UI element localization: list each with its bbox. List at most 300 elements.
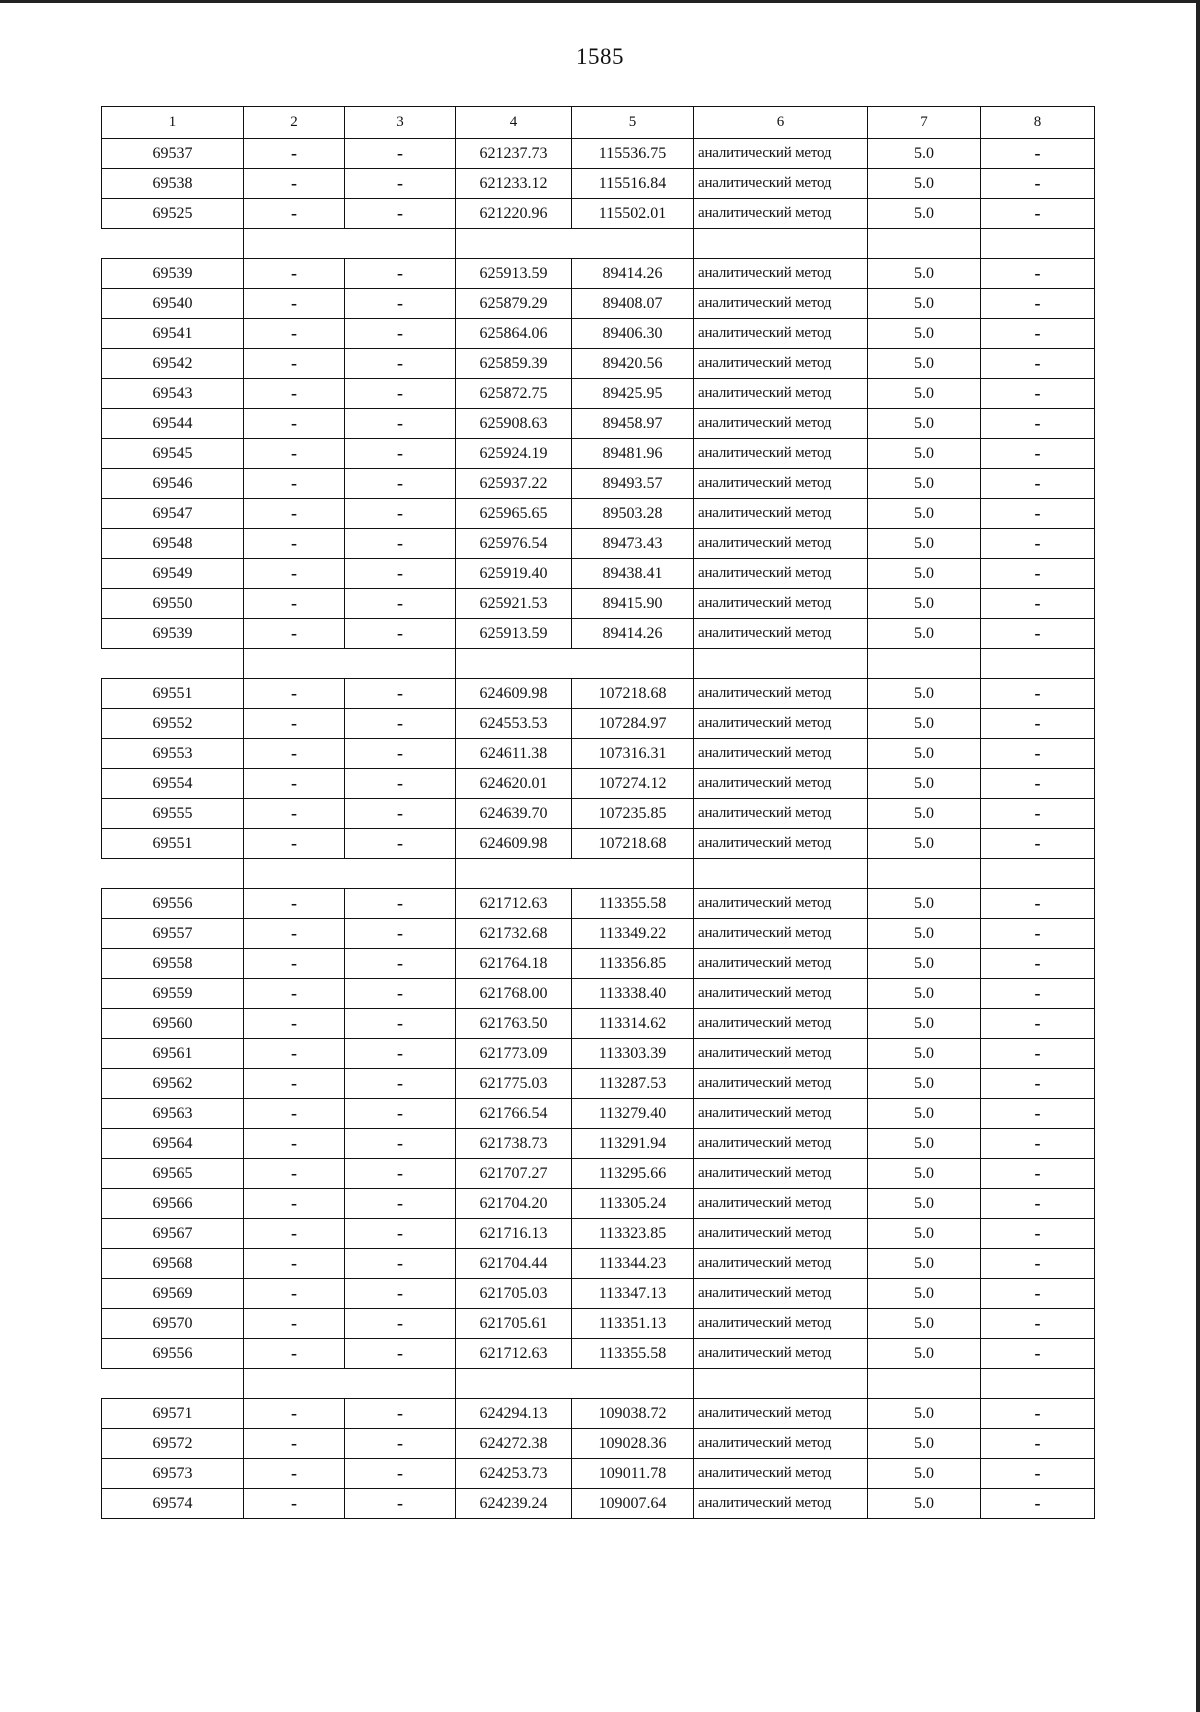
x-coordinate-cell: 624253.73 <box>456 1459 572 1489</box>
col8-cell: - <box>981 1129 1095 1159</box>
table-row <box>102 1399 1095 1429</box>
col2-cell: - <box>244 889 345 919</box>
method-cell: аналитический метод <box>694 1099 868 1129</box>
y-coordinate-cell: 113351.13 <box>572 1309 694 1339</box>
method-cell: аналитический метод <box>694 1489 868 1519</box>
y-coordinate-cell: 89406.30 <box>572 319 694 349</box>
col2-cell: - <box>244 1129 345 1159</box>
col2-cell: - <box>244 559 345 589</box>
table-row <box>102 1279 1095 1309</box>
col2-cell: - <box>244 469 345 499</box>
col2-cell: - <box>244 199 345 229</box>
accuracy-cell: 5.0 <box>868 589 981 619</box>
table-row <box>102 1009 1095 1039</box>
x-coordinate-cell: 625872.75 <box>456 379 572 409</box>
col3-cell: - <box>345 169 456 199</box>
point-id-cell: 69571 <box>102 1399 244 1429</box>
col8-cell: - <box>981 1189 1095 1219</box>
x-coordinate-cell: 624294.13 <box>456 1399 572 1429</box>
separator-cell <box>572 649 694 679</box>
table-row <box>102 1249 1095 1279</box>
method-cell: аналитический метод <box>694 1459 868 1489</box>
separator-cell <box>868 859 981 889</box>
accuracy-cell: 5.0 <box>868 1489 981 1519</box>
accuracy-cell: 5.0 <box>868 139 981 169</box>
point-id-cell: 69556 <box>102 1339 244 1369</box>
y-coordinate-cell: 89458.97 <box>572 409 694 439</box>
x-coordinate-cell: 621705.03 <box>456 1279 572 1309</box>
y-coordinate-cell: 115502.01 <box>572 199 694 229</box>
method-cell: аналитический метод <box>694 769 868 799</box>
table-row <box>102 589 1095 619</box>
accuracy-cell: 5.0 <box>868 319 981 349</box>
method-cell: аналитический метод <box>694 139 868 169</box>
x-coordinate-cell: 621704.20 <box>456 1189 572 1219</box>
point-id-cell: 69544 <box>102 409 244 439</box>
y-coordinate-cell: 107284.97 <box>572 709 694 739</box>
y-coordinate-cell: 113338.40 <box>572 979 694 1009</box>
separator-cell <box>456 229 572 259</box>
x-coordinate-cell: 621712.63 <box>456 1339 572 1369</box>
col2-cell: - <box>244 1429 345 1459</box>
separator-cell <box>345 859 456 889</box>
x-coordinate-cell: 624620.01 <box>456 769 572 799</box>
col2-cell: - <box>244 139 345 169</box>
y-coordinate-cell: 113323.85 <box>572 1219 694 1249</box>
separator-cell <box>345 229 456 259</box>
col2-cell: - <box>244 739 345 769</box>
table-row <box>102 169 1095 199</box>
col3-cell: - <box>345 529 456 559</box>
col3-cell: - <box>345 1399 456 1429</box>
separator-cell <box>572 1369 694 1399</box>
point-id-cell: 69570 <box>102 1309 244 1339</box>
col8-cell: - <box>981 1009 1095 1039</box>
col8-cell: - <box>981 889 1095 919</box>
table-row <box>102 559 1095 589</box>
method-cell: аналитический метод <box>694 1009 868 1039</box>
accuracy-cell: 5.0 <box>868 1039 981 1069</box>
x-coordinate-cell: 624553.53 <box>456 709 572 739</box>
y-coordinate-cell: 107274.12 <box>572 769 694 799</box>
x-coordinate-cell: 624272.38 <box>456 1429 572 1459</box>
x-coordinate-cell: 621738.73 <box>456 1129 572 1159</box>
y-coordinate-cell: 113303.39 <box>572 1039 694 1069</box>
col2-cell: - <box>244 499 345 529</box>
table-row <box>102 139 1095 169</box>
y-coordinate-cell: 113347.13 <box>572 1279 694 1309</box>
col8-cell: - <box>981 619 1095 649</box>
column-header: 3 <box>345 107 456 139</box>
x-coordinate-cell: 624639.70 <box>456 799 572 829</box>
col2-cell: - <box>244 1069 345 1099</box>
separator-cell <box>102 229 244 259</box>
y-coordinate-cell: 89473.43 <box>572 529 694 559</box>
separator-cell <box>102 649 244 679</box>
method-cell: аналитический метод <box>694 409 868 439</box>
table-row <box>102 439 1095 469</box>
table-row <box>102 979 1095 1009</box>
col3-cell: - <box>345 1009 456 1039</box>
x-coordinate-cell: 625924.19 <box>456 439 572 469</box>
x-coordinate-cell: 621237.73 <box>456 139 572 169</box>
point-id-cell: 69550 <box>102 589 244 619</box>
col2-cell: - <box>244 1339 345 1369</box>
column-header: 2 <box>244 107 345 139</box>
separator-cell <box>694 649 868 679</box>
col8-cell: - <box>981 1489 1095 1519</box>
point-id-cell: 69556 <box>102 889 244 919</box>
table-row <box>102 1489 1095 1519</box>
table-row <box>102 1039 1095 1069</box>
column-header: 1 <box>102 107 244 139</box>
method-cell: аналитический метод <box>694 1039 868 1069</box>
table-row <box>102 679 1095 709</box>
col2-cell: - <box>244 409 345 439</box>
method-cell: аналитический метод <box>694 1069 868 1099</box>
x-coordinate-cell: 625859.39 <box>456 349 572 379</box>
table-row <box>102 1129 1095 1159</box>
col2-cell: - <box>244 1009 345 1039</box>
separator-cell <box>981 649 1095 679</box>
x-coordinate-cell: 621705.61 <box>456 1309 572 1339</box>
method-cell: аналитический метод <box>694 829 868 859</box>
col2-cell: - <box>244 349 345 379</box>
y-coordinate-cell: 115536.75 <box>572 139 694 169</box>
page-number: 1585 <box>576 44 624 69</box>
col8-cell: - <box>981 289 1095 319</box>
point-id-cell: 69547 <box>102 499 244 529</box>
col8-cell: - <box>981 1459 1095 1489</box>
x-coordinate-cell: 625864.06 <box>456 319 572 349</box>
method-cell: аналитический метод <box>694 1219 868 1249</box>
separator-cell <box>244 1369 345 1399</box>
separator-cell <box>456 649 572 679</box>
accuracy-cell: 5.0 <box>868 799 981 829</box>
table-row <box>102 769 1095 799</box>
x-coordinate-cell: 625913.59 <box>456 619 572 649</box>
col8-cell: - <box>981 739 1095 769</box>
separator-cell <box>981 229 1095 259</box>
scan-edge-right <box>1196 0 1200 1712</box>
col3-cell: - <box>345 259 456 289</box>
method-cell: аналитический метод <box>694 379 868 409</box>
method-cell: аналитический метод <box>694 1309 868 1339</box>
col8-cell: - <box>981 499 1095 529</box>
y-coordinate-cell: 107218.68 <box>572 829 694 859</box>
table-row <box>102 1069 1095 1099</box>
x-coordinate-cell: 625908.63 <box>456 409 572 439</box>
point-id-cell: 69564 <box>102 1129 244 1159</box>
x-coordinate-cell: 621766.54 <box>456 1099 572 1129</box>
method-cell: аналитический метод <box>694 589 868 619</box>
accuracy-cell: 5.0 <box>868 1219 981 1249</box>
point-id-cell: 69568 <box>102 1249 244 1279</box>
method-cell: аналитический метод <box>694 199 868 229</box>
point-id-cell: 69574 <box>102 1489 244 1519</box>
accuracy-cell: 5.0 <box>868 259 981 289</box>
col3-cell: - <box>345 1339 456 1369</box>
method-cell: аналитический метод <box>694 1399 868 1429</box>
col2-cell: - <box>244 1399 345 1429</box>
table-row <box>102 289 1095 319</box>
y-coordinate-cell: 113355.58 <box>572 1339 694 1369</box>
col8-cell: - <box>981 679 1095 709</box>
x-coordinate-cell: 625879.29 <box>456 289 572 319</box>
method-cell: аналитический метод <box>694 739 868 769</box>
point-id-cell: 69552 <box>102 709 244 739</box>
col8-cell: - <box>981 1429 1095 1459</box>
accuracy-cell: 5.0 <box>868 679 981 709</box>
x-coordinate-cell: 625937.22 <box>456 469 572 499</box>
x-coordinate-cell: 621768.00 <box>456 979 572 1009</box>
col3-cell: - <box>345 289 456 319</box>
table-row <box>102 709 1095 739</box>
y-coordinate-cell: 113355.58 <box>572 889 694 919</box>
separator-cell <box>244 859 345 889</box>
column-header: 8 <box>981 107 1095 139</box>
method-cell: аналитический метод <box>694 289 868 319</box>
col3-cell: - <box>345 1099 456 1129</box>
column-header: 4 <box>456 107 572 139</box>
separator-cell <box>694 1369 868 1399</box>
x-coordinate-cell: 621775.03 <box>456 1069 572 1099</box>
separator-cell <box>244 649 345 679</box>
table-row <box>102 1219 1095 1249</box>
point-id-cell: 69551 <box>102 679 244 709</box>
x-coordinate-cell: 621704.44 <box>456 1249 572 1279</box>
col8-cell: - <box>981 379 1095 409</box>
col2-cell: - <box>244 1309 345 1339</box>
table-row <box>102 1189 1095 1219</box>
x-coordinate-cell: 625976.54 <box>456 529 572 559</box>
col8-cell: - <box>981 259 1095 289</box>
col8-cell: - <box>981 769 1095 799</box>
point-id-cell: 69565 <box>102 1159 244 1189</box>
point-id-cell: 69553 <box>102 739 244 769</box>
point-id-cell: 69548 <box>102 529 244 559</box>
table-row <box>102 799 1095 829</box>
accuracy-cell: 5.0 <box>868 1249 981 1279</box>
col2-cell: - <box>244 169 345 199</box>
y-coordinate-cell: 89438.41 <box>572 559 694 589</box>
y-coordinate-cell: 109007.64 <box>572 1489 694 1519</box>
y-coordinate-cell: 115516.84 <box>572 169 694 199</box>
col2-cell: - <box>244 949 345 979</box>
method-cell: аналитический метод <box>694 559 868 589</box>
y-coordinate-cell: 89415.90 <box>572 589 694 619</box>
method-cell: аналитический метод <box>694 679 868 709</box>
col2-cell: - <box>244 529 345 559</box>
col8-cell: - <box>981 1339 1095 1369</box>
group-separator-row <box>102 229 1095 259</box>
col3-cell: - <box>345 1279 456 1309</box>
x-coordinate-cell: 621233.12 <box>456 169 572 199</box>
point-id-cell: 69541 <box>102 319 244 349</box>
accuracy-cell: 5.0 <box>868 949 981 979</box>
accuracy-cell: 5.0 <box>868 439 981 469</box>
table-row <box>102 379 1095 409</box>
method-cell: аналитический метод <box>694 1279 868 1309</box>
table-row <box>102 919 1095 949</box>
accuracy-cell: 5.0 <box>868 979 981 1009</box>
method-cell: аналитический метод <box>694 709 868 739</box>
accuracy-cell: 5.0 <box>868 889 981 919</box>
table-row <box>102 1309 1095 1339</box>
accuracy-cell: 5.0 <box>868 619 981 649</box>
col3-cell: - <box>345 1069 456 1099</box>
y-coordinate-cell: 89420.56 <box>572 349 694 379</box>
table-row <box>102 619 1095 649</box>
col3-cell: - <box>345 889 456 919</box>
group-separator-row <box>102 649 1095 679</box>
col3-cell: - <box>345 829 456 859</box>
col2-cell: - <box>244 589 345 619</box>
col3-cell: - <box>345 1249 456 1279</box>
col2-cell: - <box>244 919 345 949</box>
separator-cell <box>456 859 572 889</box>
col8-cell: - <box>981 1219 1095 1249</box>
point-id-cell: 69539 <box>102 259 244 289</box>
col2-cell: - <box>244 769 345 799</box>
method-cell: аналитический метод <box>694 349 868 379</box>
separator-cell <box>345 649 456 679</box>
x-coordinate-cell: 621773.09 <box>456 1039 572 1069</box>
point-id-cell: 69572 <box>102 1429 244 1459</box>
col2-cell: - <box>244 679 345 709</box>
point-id-cell: 69538 <box>102 169 244 199</box>
point-id-cell: 69560 <box>102 1009 244 1039</box>
point-id-cell: 69545 <box>102 439 244 469</box>
method-cell: аналитический метод <box>694 1189 868 1219</box>
separator-cell <box>345 1369 456 1399</box>
accuracy-cell: 5.0 <box>868 1159 981 1189</box>
method-cell: аналитический метод <box>694 619 868 649</box>
y-coordinate-cell: 107218.68 <box>572 679 694 709</box>
method-cell: аналитический метод <box>694 499 868 529</box>
table-row <box>102 739 1095 769</box>
col2-cell: - <box>244 1249 345 1279</box>
table-row <box>102 199 1095 229</box>
col3-cell: - <box>345 469 456 499</box>
x-coordinate-cell: 621220.96 <box>456 199 572 229</box>
y-coordinate-cell: 89493.57 <box>572 469 694 499</box>
accuracy-cell: 5.0 <box>868 409 981 439</box>
col8-cell: - <box>981 589 1095 619</box>
point-id-cell: 69549 <box>102 559 244 589</box>
separator-cell <box>102 859 244 889</box>
y-coordinate-cell: 109038.72 <box>572 1399 694 1429</box>
point-id-cell: 69566 <box>102 1189 244 1219</box>
col2-cell: - <box>244 829 345 859</box>
method-cell: аналитический метод <box>694 319 868 349</box>
x-coordinate-cell: 624611.38 <box>456 739 572 769</box>
col3-cell: - <box>345 499 456 529</box>
col3-cell: - <box>345 979 456 1009</box>
col2-cell: - <box>244 1279 345 1309</box>
table-row <box>102 409 1095 439</box>
point-id-cell: 69525 <box>102 199 244 229</box>
col2-cell: - <box>244 439 345 469</box>
method-cell: аналитический метод <box>694 919 868 949</box>
accuracy-cell: 5.0 <box>868 769 981 799</box>
x-coordinate-cell: 625965.65 <box>456 499 572 529</box>
y-coordinate-cell: 113349.22 <box>572 919 694 949</box>
col8-cell: - <box>981 949 1095 979</box>
table-row <box>102 889 1095 919</box>
point-id-cell: 69557 <box>102 919 244 949</box>
x-coordinate-cell: 621764.18 <box>456 949 572 979</box>
col3-cell: - <box>345 799 456 829</box>
col8-cell: - <box>981 1399 1095 1429</box>
y-coordinate-cell: 113356.85 <box>572 949 694 979</box>
y-coordinate-cell: 89414.26 <box>572 619 694 649</box>
method-cell: аналитический метод <box>694 799 868 829</box>
column-header: 7 <box>868 107 981 139</box>
separator-cell <box>981 859 1095 889</box>
col8-cell: - <box>981 349 1095 379</box>
table-row <box>102 1339 1095 1369</box>
group-separator-row <box>102 859 1095 889</box>
table-row <box>102 499 1095 529</box>
col3-cell: - <box>345 439 456 469</box>
point-id-cell: 69561 <box>102 1039 244 1069</box>
col8-cell: - <box>981 979 1095 1009</box>
point-id-cell: 69542 <box>102 349 244 379</box>
accuracy-cell: 5.0 <box>868 919 981 949</box>
col3-cell: - <box>345 1129 456 1159</box>
point-id-cell: 69558 <box>102 949 244 979</box>
separator-cell <box>868 649 981 679</box>
y-coordinate-cell: 113305.24 <box>572 1189 694 1219</box>
y-coordinate-cell: 113344.23 <box>572 1249 694 1279</box>
col8-cell: - <box>981 409 1095 439</box>
accuracy-cell: 5.0 <box>868 1309 981 1339</box>
accuracy-cell: 5.0 <box>868 349 981 379</box>
col3-cell: - <box>345 139 456 169</box>
table-row <box>102 259 1095 289</box>
col3-cell: - <box>345 679 456 709</box>
accuracy-cell: 5.0 <box>868 709 981 739</box>
method-cell: аналитический метод <box>694 529 868 559</box>
separator-cell <box>102 1369 244 1399</box>
col8-cell: - <box>981 1279 1095 1309</box>
x-coordinate-cell: 624239.24 <box>456 1489 572 1519</box>
col3-cell: - <box>345 1189 456 1219</box>
separator-cell <box>572 229 694 259</box>
method-cell: аналитический метод <box>694 169 868 199</box>
point-id-cell: 69543 <box>102 379 244 409</box>
table-row <box>102 829 1095 859</box>
col8-cell: - <box>981 439 1095 469</box>
accuracy-cell: 5.0 <box>868 529 981 559</box>
y-coordinate-cell: 109028.36 <box>572 1429 694 1459</box>
col3-cell: - <box>345 1159 456 1189</box>
accuracy-cell: 5.0 <box>868 1069 981 1099</box>
accuracy-cell: 5.0 <box>868 739 981 769</box>
col2-cell: - <box>244 379 345 409</box>
table-row <box>102 1459 1095 1489</box>
point-id-cell: 69573 <box>102 1459 244 1489</box>
col2-cell: - <box>244 799 345 829</box>
col8-cell: - <box>981 1069 1095 1099</box>
point-id-cell: 69540 <box>102 289 244 319</box>
col3-cell: - <box>345 1219 456 1249</box>
method-cell: аналитический метод <box>694 259 868 289</box>
x-coordinate-cell: 621732.68 <box>456 919 572 949</box>
x-coordinate-cell: 624609.98 <box>456 829 572 859</box>
col2-cell: - <box>244 259 345 289</box>
